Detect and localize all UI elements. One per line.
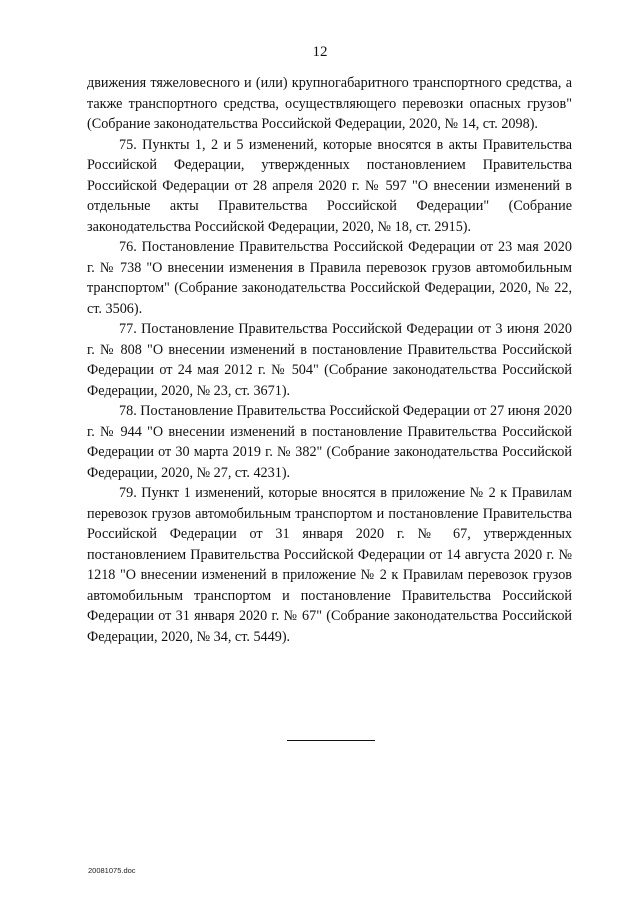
paragraph-item-79: 79. Пункт 1 изменений, которые вносятся в приложение № 2 к Правилам перевозок грузов автомобильным транспортом и постановление Правительства Российской Федерации от 31 января 2020 г. № 67, утвержденных постановлением Правительства Российской Федерации от 14 августа 2020 г. № 1218 "О внесении изменений в приложение № 2 к Правилам перевозок грузов автомобильным транспортом и постановление Правительства Российской Федерации от 31 января 2020 г. № 67" (Собрание законодательства Российской Федерации, 2020, № 34, ст. 5449).: [87, 485, 572, 645]
document-body: [87, 73, 572, 647]
paragraph-item-77: 77. Постановление Правительства Российской Федерации от 3 июня 2020 г. № 808 "О внесении изменений в постановление Правительства Российской Федерации от 24 мая 2012 г. № 504" (Собрание законодательства Российской Федерации, 2020, № 23, ст. 3671).: [87, 321, 572, 399]
paragraph-continuation: движения тяжеловесного и (или) крупногабаритного транспортного средства, а также транспортного средства, осуществляющего перевозки опасных грузов" (Собрание законодательства Российской Федерации, 2020, № 14, ст. 2098).: [87, 75, 572, 132]
paragraph-item-75: 75. Пункты 1, 2 и 5 изменений, которые вносятся в акты Правительства Российской Федерации, утвержденных постановлением Правительства Российской Федерации от 28 апреля 2020 г. № 597 "О внесении изменений в отдельные акты Правительства Российской Федерации" (Собрание законодательства Российской Федерации, 2020, № 18, ст. 2915).: [87, 136, 572, 235]
file-reference: 20081075.doc: [88, 866, 136, 875]
page-number: 12: [312, 44, 328, 60]
end-of-document-rule: [287, 740, 375, 741]
paragraph-item-78: 78. Постановление Правительства Российской Федерации от 27 июня 2020 г. № 944 "О внесении изменений в постановление Правительства Российской Федерации от 30 марта 2019 г. № 382" (Собрание законодательства Российской Федерации, 2020, № 27, ст. 4231).: [87, 403, 573, 481]
paragraph-item-76: 76. Постановление Правительства Российской Федерации от 23 мая 2020 г. № 738 "О внесении изменения в Правила перевозок грузов автомобильным транспортом" (Собрание законодательства Российской Федерации, 2020, № 22, ст. 3506).: [87, 239, 572, 317]
